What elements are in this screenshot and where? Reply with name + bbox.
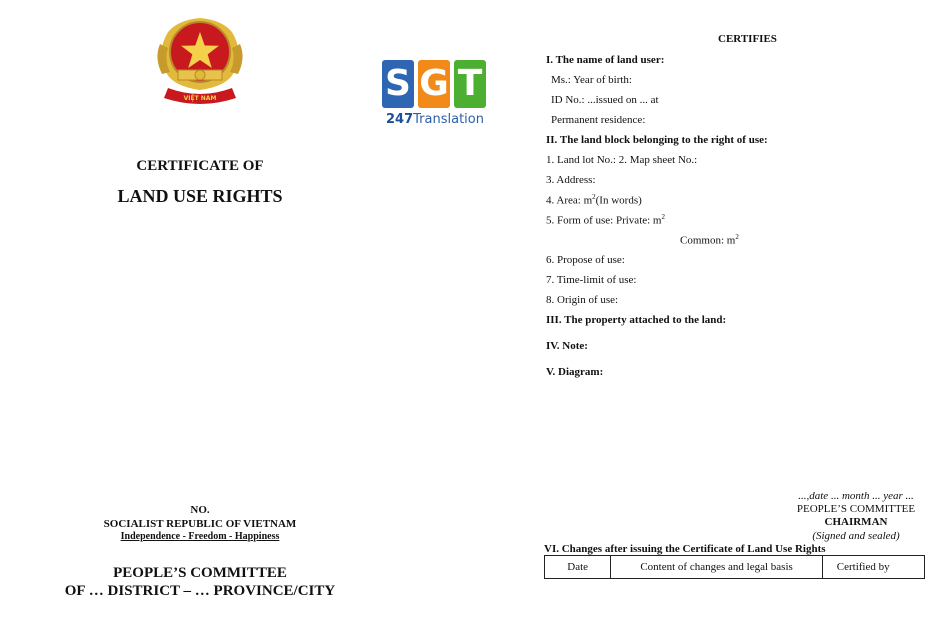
id-number-line: ID No.: ...issued on ... at [551,94,659,106]
area-line: 4. Area: $m^2(In$ words) [546,193,642,207]
certificate-title-line1: CERTIFICATE OF [136,158,264,174]
signature-note: (Signed and sealed) [812,530,900,542]
table-header-date: Date [545,556,611,579]
purpose-of-use-line: 6. Propose of use: [546,254,625,266]
national-emblem [148,12,252,112]
certificate-number-label: NO. [190,504,210,516]
sgt-logo [380,60,490,132]
certifies-heading: CERTIFIES [718,33,777,45]
emblem-banner-text: VIỆT NAM [183,95,217,102]
table-header-content: Content of changes and legal basis [611,556,822,579]
section4-heading: IV. Note: [546,340,588,352]
national-motto: Independence - Freedom - Happiness [120,531,280,542]
common-use-line: Common: $m^2$ [680,233,739,247]
section2-heading: II. The land block belonging to the right of use: [546,134,768,146]
section6-heading: VI. Changes after issuing the Certificate of Land Use Rights [544,543,826,555]
signature-chairman: CHAIRMAN [824,516,888,528]
district-province-heading: OF … DISTRICT – … PROVINCE/CITY [64,583,336,599]
logo-letter-t: T [454,60,486,108]
changes-table-wrapper [544,555,925,581]
changes-table [544,555,925,579]
certificate-title-line2: LAND USE RIGHTS [117,186,283,206]
user-name-birth: Ms.: Year of birth: [551,74,632,86]
section1-heading: I. The name of land user: [546,54,665,66]
section3-heading: III. The property attached to the land: [546,314,727,326]
signature-committee: PEOPLE’S COMMITTEE [796,503,916,515]
table-header-row [545,556,925,579]
table-header-certified-by: Certified by [822,556,924,579]
permanent-residence: Permanent residence: [551,114,646,126]
date-line: ...,date ... month ... year ... [798,490,914,502]
form-of-use-line: 5. Form of use: Private: $m^2$ [546,213,665,227]
logo-letter-g: G [418,60,450,108]
land-lot-line: 1. Land lot No.: 2. Map sheet No.: [546,154,698,166]
section5-heading: V. Diagram: [546,366,604,378]
origin-of-use-line: 8. Origin of use: [546,294,619,306]
logo-subtitle: 247Translation [386,112,484,127]
time-limit-line: 7. Time-limit of use: [546,274,637,286]
address-line: 3. Address: [546,174,596,186]
peoples-committee-heading: PEOPLE’S COMMITTEE [113,565,287,581]
logo-letter-s: S [382,60,414,108]
republic-name: SOCIALIST REPUBLIC OF VIETNAM [103,518,297,530]
